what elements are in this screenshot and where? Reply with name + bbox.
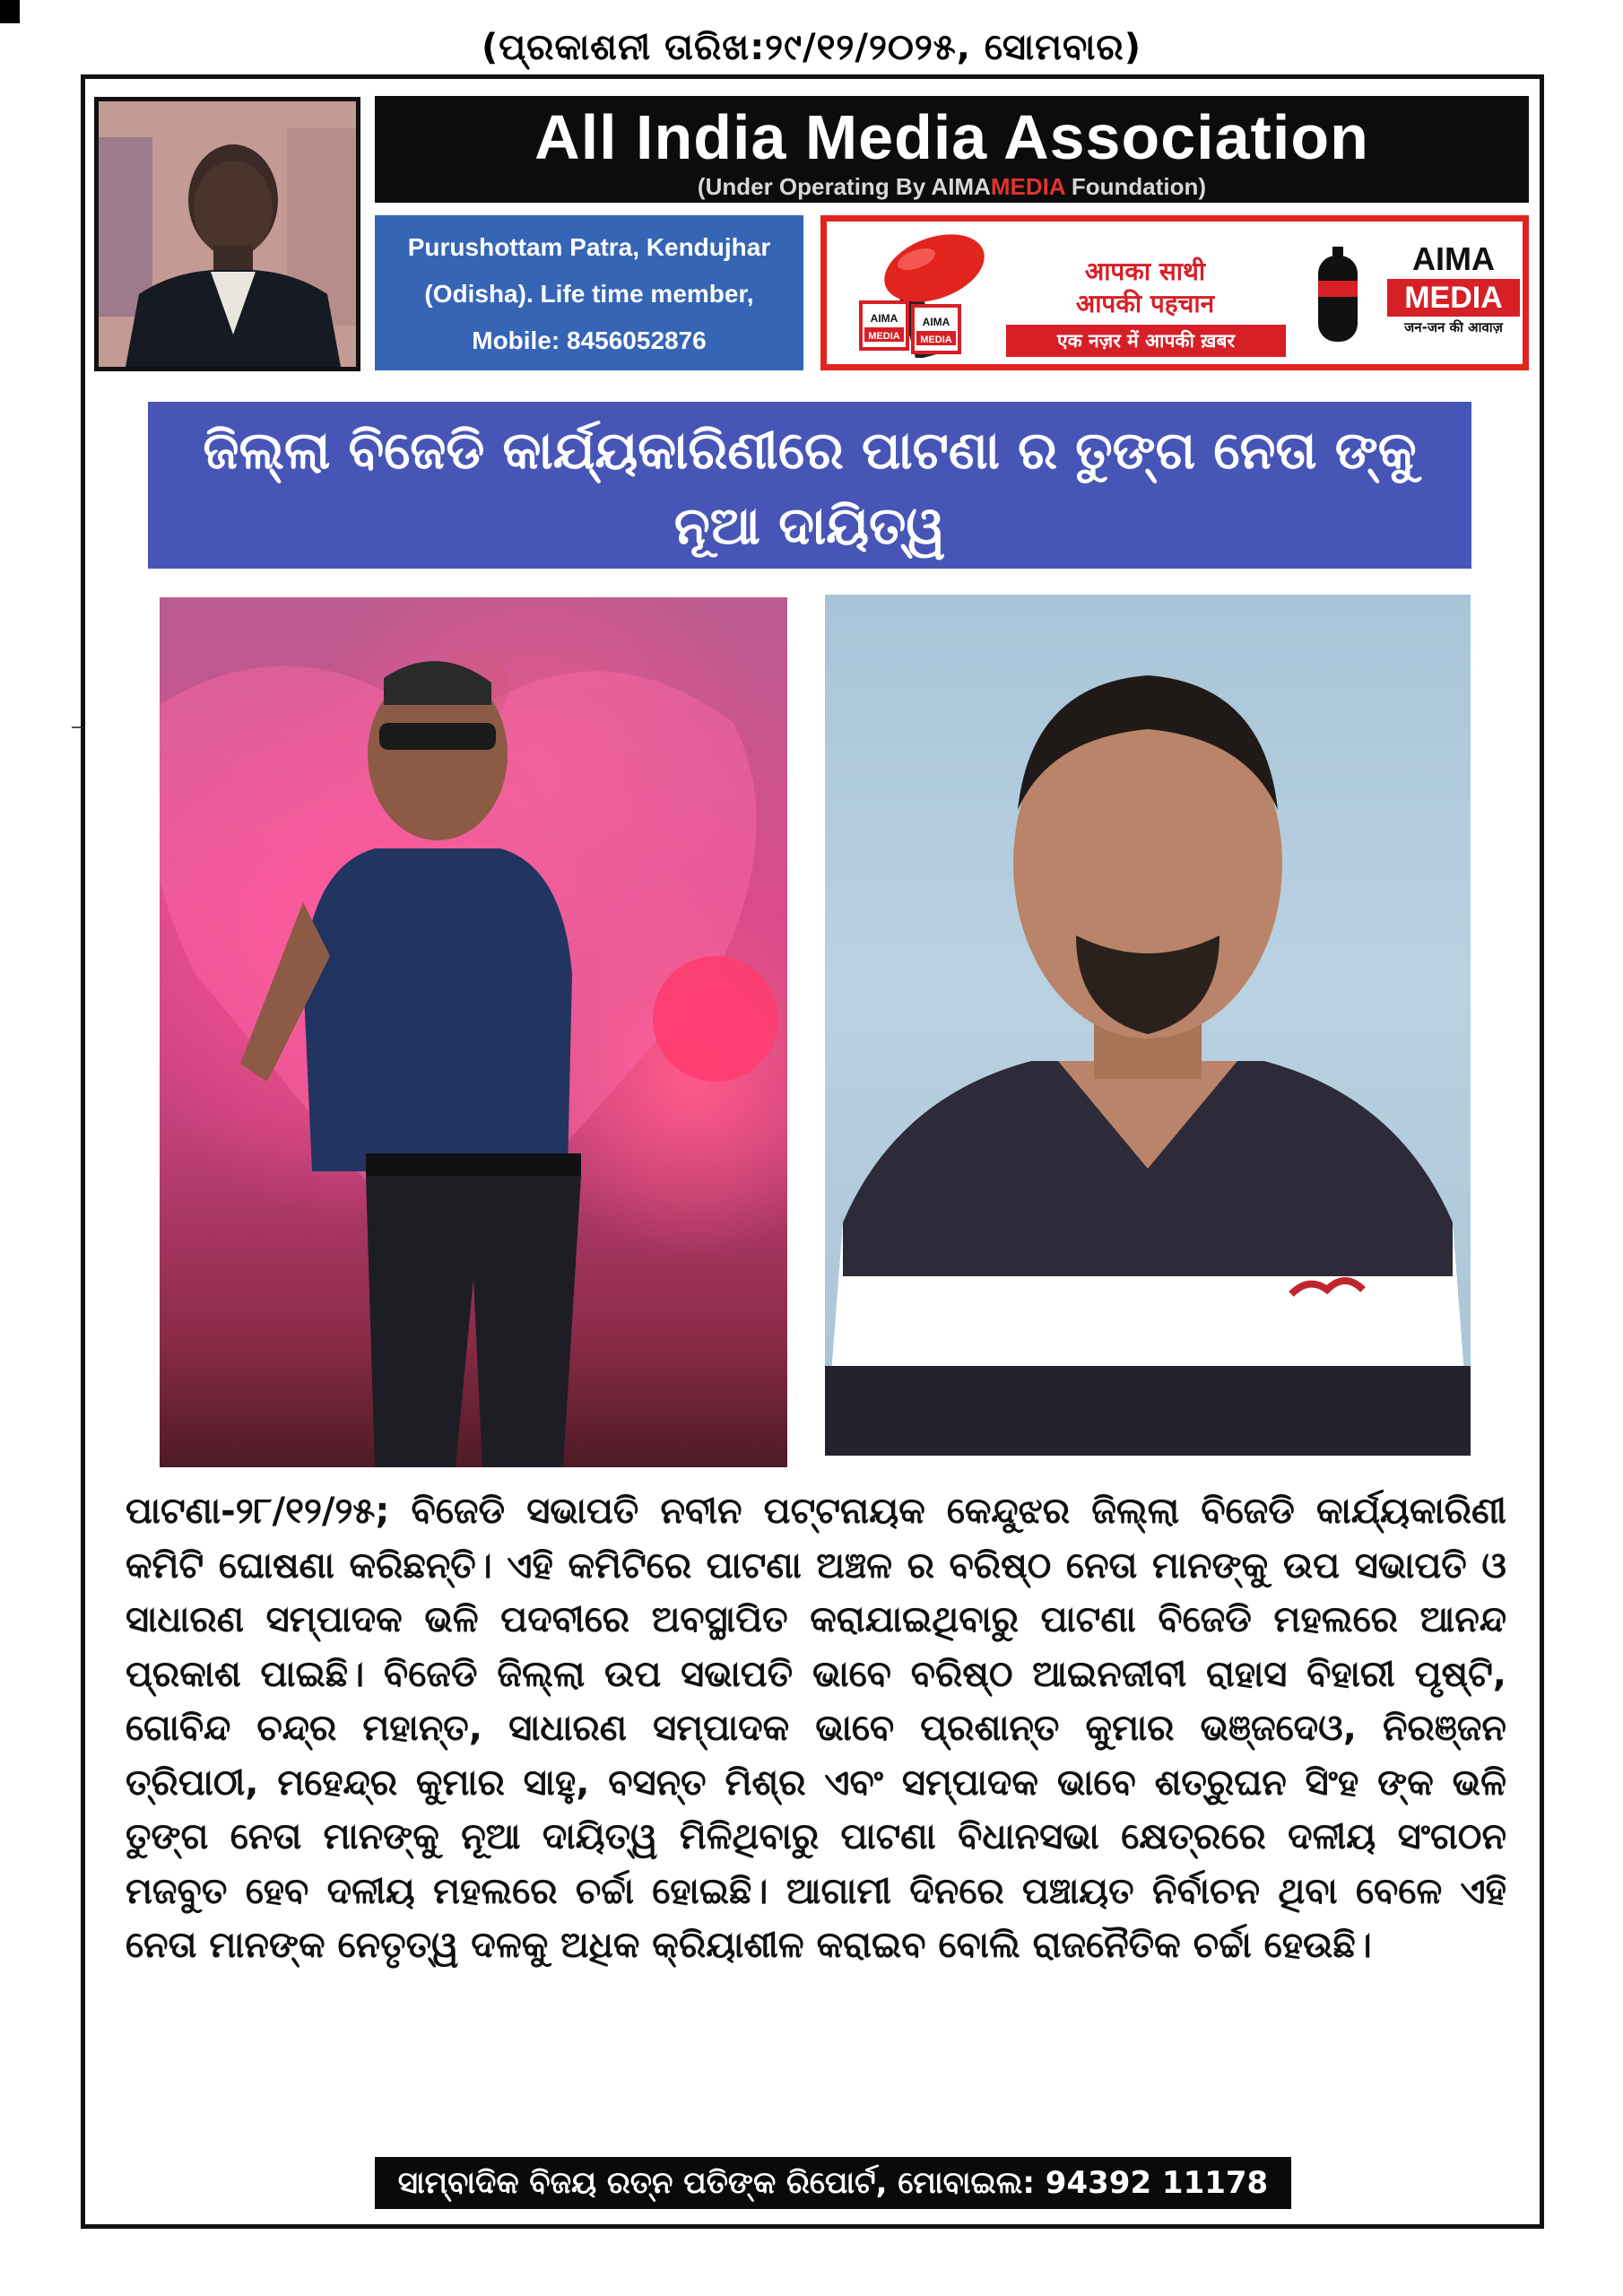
mic-logo-icon [1311,247,1365,354]
subtitle-highlight: MEDIA [990,173,1065,200]
logo-text-media: MEDIA [1387,279,1520,317]
mic-label-aima-2: AIMA [922,316,950,328]
aima-media-advert [820,215,1529,370]
ad-tagline-line1: आपका साथी [1084,257,1206,286]
organization-subtitle [375,173,1529,200]
leader-photo-right [825,595,1471,1456]
member-info-box [375,215,803,370]
leader-photo-left-illustration [160,597,787,1467]
member-portrait-illustration [99,101,356,367]
logo-tagline: जन-जन की आवाज़ [1404,319,1503,335]
microphone-icon [854,232,997,358]
member-portrait-photo [94,97,360,371]
headline-line2: ନୂଆ ଦାୟିତ୍ୱ [673,495,946,556]
logo-text-aima: AIMA [1412,240,1495,277]
subtitle-prefix: (Under Operating By AIMA [697,173,991,200]
mic-label-media-2: MEDIA [920,335,952,345]
organization-banner [375,96,1529,203]
leader-photo-left [160,597,787,1467]
mic-label-media: MEDIA [868,331,900,342]
member-name-line: Purushottam Patra, Kendujhar [407,233,771,261]
member-mobile-line: Mobile: 8456052876 [472,326,707,354]
corner-mark [0,0,20,23]
article-body: ପାଟଣା-୨୮/୧୨/୨୫; ବିଜେଡି ସଭାପତି ନବୀନ ପଟ୍ଟନାୟକ କେନ୍ଦୁଝର ଜିଲ୍ଲା ବିଜେଡି କାର୍ଯ୍ୟକାରିଣୀ କମିଟି ଘୋଷଣା କରିଛନ୍ତି। ଏହି କମିଟିରେ ପାଟଣା ଅଞ୍ଚଳ ର ବରିଷ୍ଠ ନେତା ମାନଙ୍କୁ ଉପ ସଭାପତି ଓ ସାଧାରଣ ସମ୍ପାଦକ ଭଳି ପଦବୀରେ ଅବସ୍ଥାପିତ କରାଯାଇଥିବାରୁ ପାଟଣା ବିଜେଡି ମହଲରେ ଆନନ୍ଦ ପ୍ରକାଶ ପାଇଛି। ବିଜେଡି ଜିଲ୍ଲା ଉପ ସଭାପତି ଭାବେ ବରିଷ୍ଠ ଆଇନଜୀବୀ ରାହାସ ବିହାରୀ ପୃଷ୍ଟି, ଗୋବିନ୍ଦ ଚନ୍ଦ୍ର ମହାନ୍ତ, ସାଧାରଣ ସମ୍ପାଦକ ଭାବେ ପ୍ରଶାନ୍ତ କୁମାର ଭଞ୍ଜଦେଓ, ନିରଞ୍ଜନ ତ୍ରିପାଠୀ, ମହେନ୍ଦ୍ର କୁମାର ସାହୁ, ବସନ୍ତ ମିଶ୍ର ଏବଂ ସମ୍ପାଦକ ଭାବେ ଶତ୍ରୁଘନ ସିଂହ ଙ୍କ ଭଳି ତୁଙ୍ଗ ନେତା ମାନଙ୍କୁ ନୂଆ ଦାୟିତ୍ୱ ମିଳିଥିବାରୁ ପାଟଣା ବିଧାନସଭା କ୍ଷେତ୍ରରେ ଦଳୀୟ ସଂଗଠନ ମଜବୁତ ହେବ ଦଳୀୟ ମହଲରେ ଚର୍ଚ୍ଚା ହୋଇଛି। ଆଗାମୀ ଦିନରେ ପଞ୍ଚାୟତ ନିର୍ବାଚନ ଥିବା ବେଳେ ଏହି ନେତା ମାନଙ୍କ ନେତୃତ୍ୱ ଦଳକୁ ଅଧିକ କ୍ରିୟାଶୀଳ କରାଇବ ବୋଲି ରାଜନୈତିକ ଚର୍ଚ୍ଚା ହେଉଛି। [126,1491,1506,1966]
ad-tagline [1011,256,1280,320]
mic-label-aima: AIMA [870,312,898,325]
leader-photo-right-illustration [825,595,1471,1456]
ad-tagline-line2: आपकी पहचान [1075,289,1215,318]
headline-line1: ଜିଲ୍ଲା ବିଜେଡି କାର୍ଯ୍ୟକାରିଣୀରେ ପାଟଣା ର ତୁଙ୍ଗ ନେତା ଙ୍କୁ [203,420,1417,481]
member-status-line: (Odisha). Life time member, [424,280,754,308]
news-headline [148,402,1471,569]
subtitle-suffix: Foundation) [1064,173,1207,200]
reporter-byline: ସାମ୍ବାଦିକ ବିଜୟ ରତ୍ନ ପତିଙ୍କ ରିପୋର୍ଟ, ମୋବାଇଲ: 94392 11178 [375,2157,1291,2209]
publication-date: (ପ୍ରକାଶନୀ ତାରିଖ:୨୯/୧୨/୨୦୨୫, ସୋମବାର) [481,27,1142,68]
aima-media-logo [1387,241,1520,340]
ad-tagline-strip: एक नज़र में आपकी ख़बर [1006,325,1286,357]
organization-name: All India Media Association [534,102,1369,172]
